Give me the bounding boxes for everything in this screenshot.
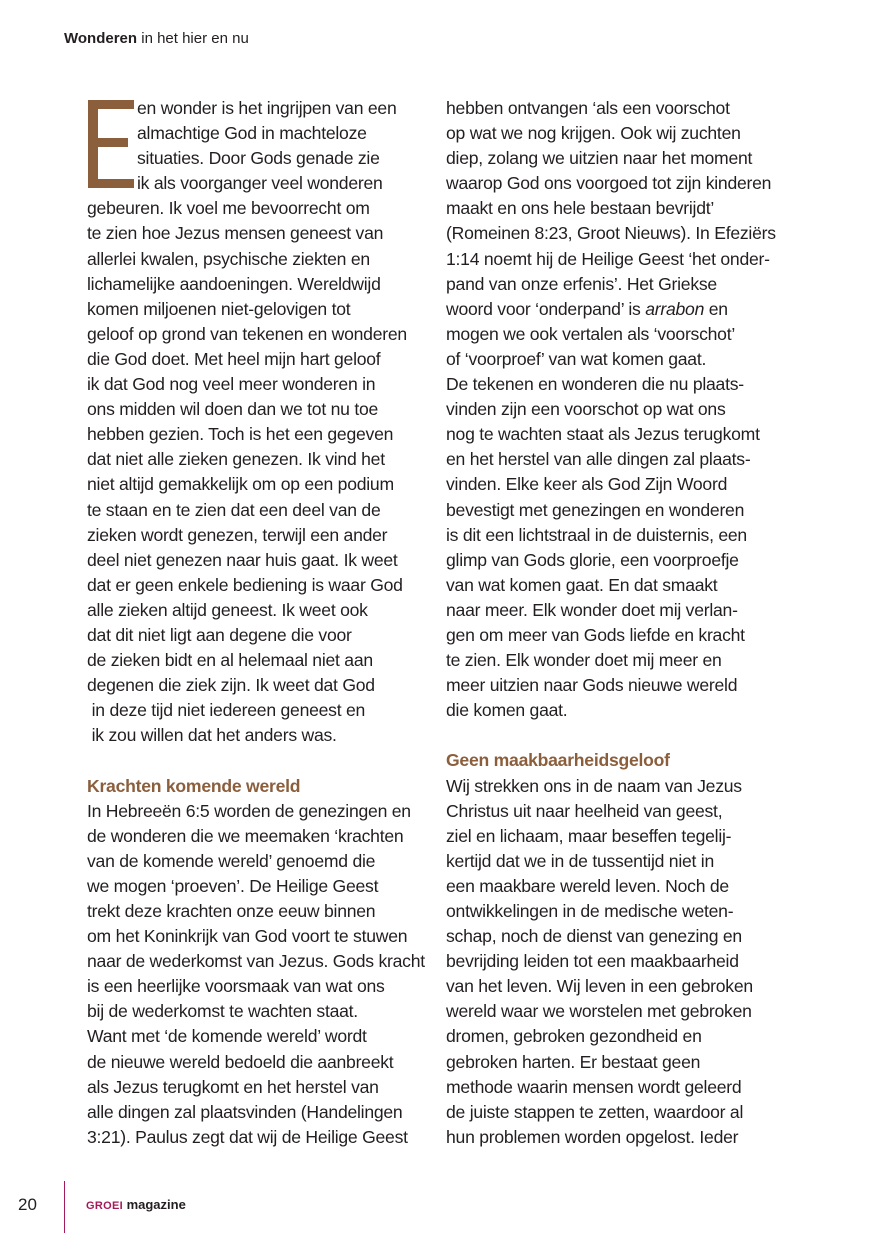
text-line: dat er geen enkele bediening is waar God <box>87 574 403 595</box>
text-line: dat dit niet ligt aan degene die voor <box>87 624 352 645</box>
footer-divider <box>64 1181 65 1233</box>
text-line: Wij strekken ons in de naam van Jezus <box>446 775 742 796</box>
text-line: ik als voorganger veel wonderen <box>137 173 383 194</box>
brand-magazine: magazine <box>122 1197 186 1212</box>
right-section-paragraph <box>446 774 796 1150</box>
section-heading-geen-maakbaarheid: Geen maakbaarheidsgeloof <box>446 750 670 771</box>
text-line: bevrijding leiden tot een maakbaarheid <box>446 951 739 972</box>
text-line: maakt en ons hele bestaan bevrijdt’ <box>446 198 715 219</box>
text-line: geloof op grond van tekenen en wonderen <box>87 323 407 344</box>
text-line: ons midden wil doen dan we tot nu toe <box>87 399 379 420</box>
right-section-gap <box>446 723 796 748</box>
text-line: deel niet genezen naar huis gaat. Ik weet <box>87 549 398 570</box>
left-section-paragraph <box>87 799 432 1150</box>
text-line: is dit een lichtstraal in de duisternis, een <box>446 524 747 545</box>
text-line: allerlei kwalen, psychische ziekten en <box>87 248 370 269</box>
text-line: in deze tijd niet iedereen geneest en <box>87 700 366 721</box>
text-line: gen om meer van Gods liefde en kracht <box>446 624 745 645</box>
text-line: alle zieken altijd geneest. Ik weet ook <box>87 599 368 620</box>
text-line: die God doet. Met heel mijn hart geloof <box>87 348 381 369</box>
text-line: ik zou willen dat het anders was. <box>87 725 337 746</box>
text-line: komen miljoenen niet-gelovigen tot <box>87 298 351 319</box>
text-line: lichamelijke aandoeningen. Wereldwijd <box>87 273 381 294</box>
text-line-arrabon <box>446 297 796 322</box>
text-line: 1:14 noemt hij de Heilige Geest ‘het onder- <box>446 248 770 269</box>
text-line: hebben gezien. Toch is het een gegeven <box>87 424 394 445</box>
text-line: alle dingen zal plaatsvinden (Handelingen <box>87 1101 403 1122</box>
page-number: 20 <box>18 1195 37 1214</box>
text-line: De tekenen en wonderen die nu plaats- <box>446 374 744 395</box>
right-paragraph-b <box>446 322 796 724</box>
text-line: waarop God ons voorgoed tot zijn kinderen <box>446 173 772 194</box>
text-line: de zieken bidt en al helemaal niet aan <box>87 650 373 671</box>
text-line: de wonderen die we meemaken ‘krachten <box>87 825 404 846</box>
text-line: dromen, gebroken gezondheid en <box>446 1026 702 1047</box>
section-heading-krachten: Krachten komende wereld <box>87 775 301 796</box>
text-line: dat niet alle zieken genezen. Ik vind het <box>87 449 385 470</box>
text-line: diep, zolang we uitzien naar het moment <box>446 148 753 169</box>
left-intro-paragraph <box>87 96 432 748</box>
text-line: is een heerlijke voorsmaak van wat ons <box>87 976 385 997</box>
arrabon-word: arrabon <box>645 298 705 319</box>
arrabon-suffix: en <box>704 298 728 319</box>
text-line: Want met ‘de komende wereld’ wordt <box>87 1026 367 1047</box>
text-line: om het Koninkrijk van God voort te stuwen <box>87 926 408 947</box>
left-section-gap <box>87 748 432 773</box>
text-line: nog te wachten staat als Jezus terugkomt <box>446 424 760 445</box>
text-line: vinden zijn een voorschot op wat ons <box>446 399 726 420</box>
text-line: zieken wordt genezen, terwijl een ander <box>87 524 388 545</box>
text-line: of ‘voorproef’ van wat komen gaat. <box>446 348 707 369</box>
text-line: pand van onze erfenis’. Het Griekse <box>446 273 717 294</box>
text-line: ziel en lichaam, maar beseffen tegelij- <box>446 825 732 846</box>
brand-groei: GROEI <box>86 1200 123 1212</box>
text-line: gebeuren. Ik voel me bevoorrecht om <box>87 198 370 219</box>
text-line: bij de wederkomst te wachten staat. <box>87 1001 358 1022</box>
text-line: naar meer. Elk wonder doet mij verlan- <box>446 599 738 620</box>
text-line: In Hebreeën 6:5 worden de genezingen en <box>87 800 411 821</box>
text-line: van de komende wereld’ genoemd die <box>87 850 376 871</box>
text-line: vinden. Elke keer als God Zijn Woord <box>446 474 728 495</box>
text-line: op wat we nog krijgen. Ook wij zuchten <box>446 123 741 144</box>
footer-brand <box>86 1196 186 1215</box>
text-line: als Jezus terugkomt en het herstel van <box>87 1076 379 1097</box>
text-line: de juiste stappen te zetten, waardoor al <box>446 1101 744 1122</box>
running-header <box>64 29 249 49</box>
text-line: Christus uit naar heelheid van geest, <box>446 800 723 821</box>
right-column <box>446 96 796 1150</box>
left-column <box>87 96 432 1150</box>
text-line: bevestigt met genezingen en wonderen <box>446 499 745 520</box>
text-line: een maakbare wereld leven. Noch de <box>446 875 729 896</box>
text-line: meer uitzien naar Gods nieuwe wereld <box>446 675 738 696</box>
text-line: niet altijd gemakkelijk om op een podium <box>87 474 394 495</box>
text-line: kertijd dat we in de tussentijd niet in <box>446 850 714 871</box>
text-line: hun problemen worden opgelost. Ieder <box>446 1126 739 1147</box>
text-line: trekt deze krachten onze eeuw binnen <box>87 901 376 921</box>
text-line: schap, noch de dienst van genezing en <box>446 926 742 947</box>
text-line: methode waarin mensen wordt geleerd <box>446 1076 742 1097</box>
text-line: en het herstel van alle dingen zal plaats- <box>446 449 751 470</box>
text-line: de nieuwe wereld bedoeld die aanbreekt <box>87 1051 394 1072</box>
text-line: van het leven. Wij leven in een gebroken <box>446 976 753 997</box>
text-line: te staan en te zien dat een deel van de <box>87 499 381 520</box>
text-line: we mogen ‘proeven’. De Heilige Geest <box>87 875 379 896</box>
text-line: (Romeinen 8:23, Groot Nieuws). In Efeziërs <box>446 223 776 244</box>
arrabon-prefix: woord voor ‘onderpand’ is <box>446 298 646 319</box>
text-line: en wonder is het ingrijpen van een <box>137 98 397 118</box>
text-line: 3:21). Paulus zegt dat wij de Heilige Geest <box>87 1126 408 1147</box>
text-line: hebben ontvangen ‘als een voorschot <box>446 98 730 118</box>
header-title-rest: in het hier en nu <box>137 30 249 47</box>
text-line: gebroken harten. Er bestaat geen <box>446 1051 701 1072</box>
text-line: wereld waar we worstelen met gebroken <box>446 1001 752 1022</box>
text-line: glimp van Gods glorie, een voorproefje <box>446 549 739 570</box>
text-line: situaties. Door Gods genade zie <box>137 148 380 169</box>
text-line: degenen die ziek zijn. Ik weet dat God <box>87 675 375 696</box>
text-line: mogen we ook vertalen als ‘voorschot’ <box>446 323 736 344</box>
right-paragraph-a <box>446 96 796 297</box>
text-line: naar de wederkomst van Jezus. Gods kracht <box>87 951 425 972</box>
text-line: die komen gaat. <box>446 700 568 721</box>
text-line: ontwikkelingen in de medische weten- <box>446 901 734 921</box>
text-line: te zien hoe Jezus mensen geneest van <box>87 223 384 244</box>
text-line: te zien. Elk wonder doet mij meer en <box>446 650 722 671</box>
text-line: ik dat God nog veel meer wonderen in <box>87 374 376 395</box>
text-line: van wat komen gaat. En dat smaakt <box>446 574 718 595</box>
text-line: almachtige God in machteloze <box>137 123 367 144</box>
header-title-bold: Wonderen <box>64 30 138 47</box>
